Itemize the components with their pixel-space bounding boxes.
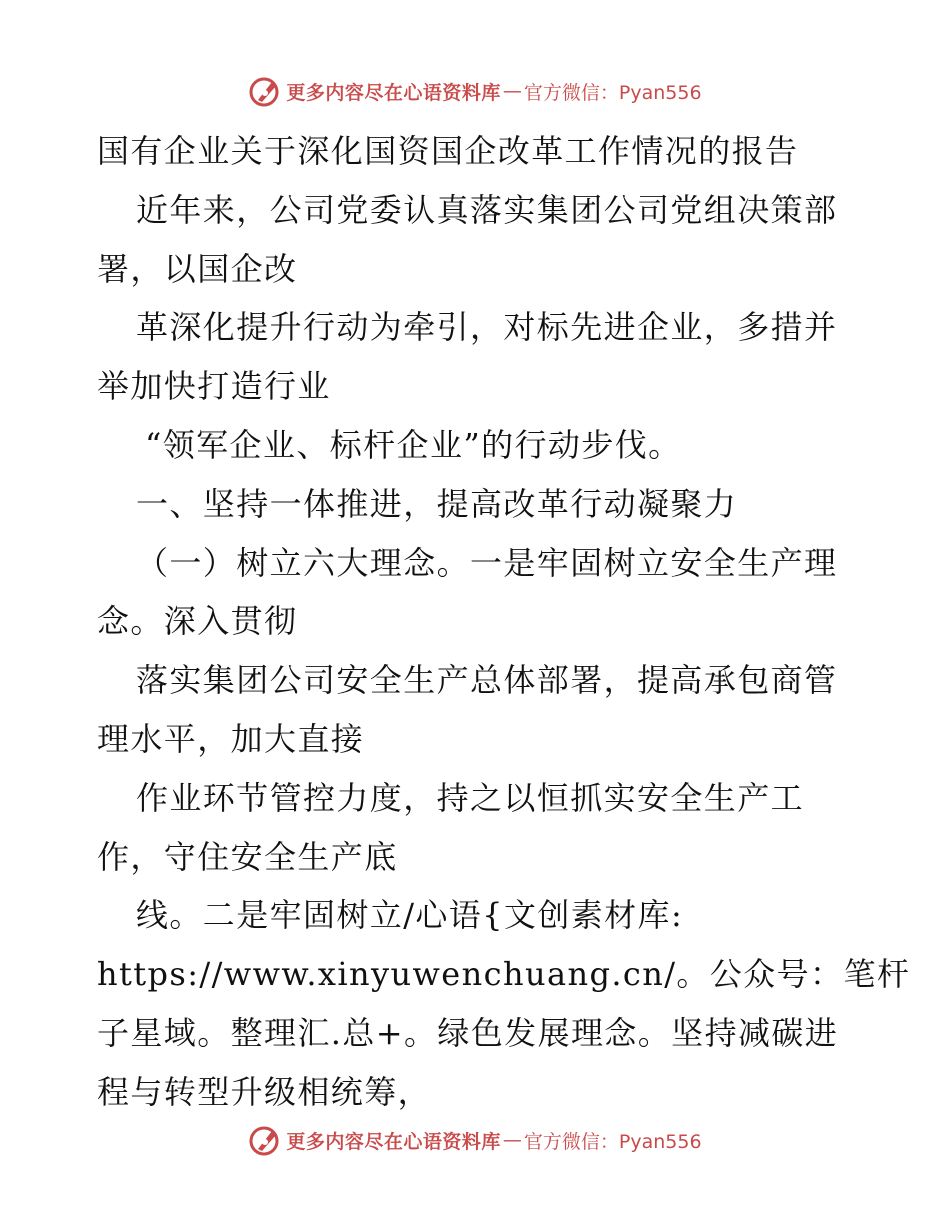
paragraph-line: 署，以国企改: [97, 249, 298, 288]
paragraph-line: 举加快打造行业: [97, 367, 331, 406]
paragraph-line: 落实集团公司安全生产总体部署，提高承包商管: [136, 661, 838, 700]
footer-banner-text: 更多内容尽在心语资料库: [286, 1130, 501, 1153]
header-banner-text: 更多内容尽在心语资料库: [286, 81, 501, 104]
paragraph-line: 线。二是牢固树立/心语{文创素材库:: [136, 896, 684, 935]
header-banner: [0, 71, 950, 111]
footer-banner-dash: —: [502, 1129, 522, 1151]
paragraph-line: 程与转型升级相统筹，: [97, 1072, 432, 1111]
paragraph-line: 作，守住安全生产底: [97, 837, 398, 876]
paragraph-line: 念。深入贯彻: [97, 602, 298, 641]
footer-banner-wechat: 官方微信：Pyan556: [523, 1130, 702, 1153]
footer-banner: [0, 1120, 950, 1160]
header-banner-wechat: 官方微信：Pyan556: [523, 81, 702, 104]
pen-nib-logo-icon: [248, 74, 282, 108]
paragraph-line: “领军企业、标杆企业”的行动步伐。: [145, 425, 682, 464]
paragraph-line: https://www.xinyuwenchuang.cn/。公众号：笔杆: [97, 955, 911, 994]
section-heading: 一、坚持一体推进，提高改革行动凝聚力: [136, 484, 738, 523]
document-body: [97, 122, 911, 1122]
paragraph-line: 近年来，公司党委认真落实集团公司党组决策部: [136, 190, 838, 229]
paragraph-line: 理水平，加大直接: [97, 719, 365, 758]
paragraph-line: 作业环节管控力度，持之以恒抓实安全生产工: [136, 778, 805, 817]
paragraph-line: （一）树立六大理念。一是牢固树立安全生产理: [136, 543, 838, 582]
header-banner-dash: —: [502, 80, 522, 102]
pen-nib-logo-icon: [248, 1123, 282, 1157]
paragraph-line: 子星域。整理汇.总+。绿色发展理念。坚持减碳进: [97, 1013, 839, 1052]
paragraph-line: 革深化提升行动为牵引，对标先进企业，多措并: [136, 308, 838, 347]
document-title: 国有企业关于深化国资国企改革工作情况的报告: [97, 132, 799, 170]
